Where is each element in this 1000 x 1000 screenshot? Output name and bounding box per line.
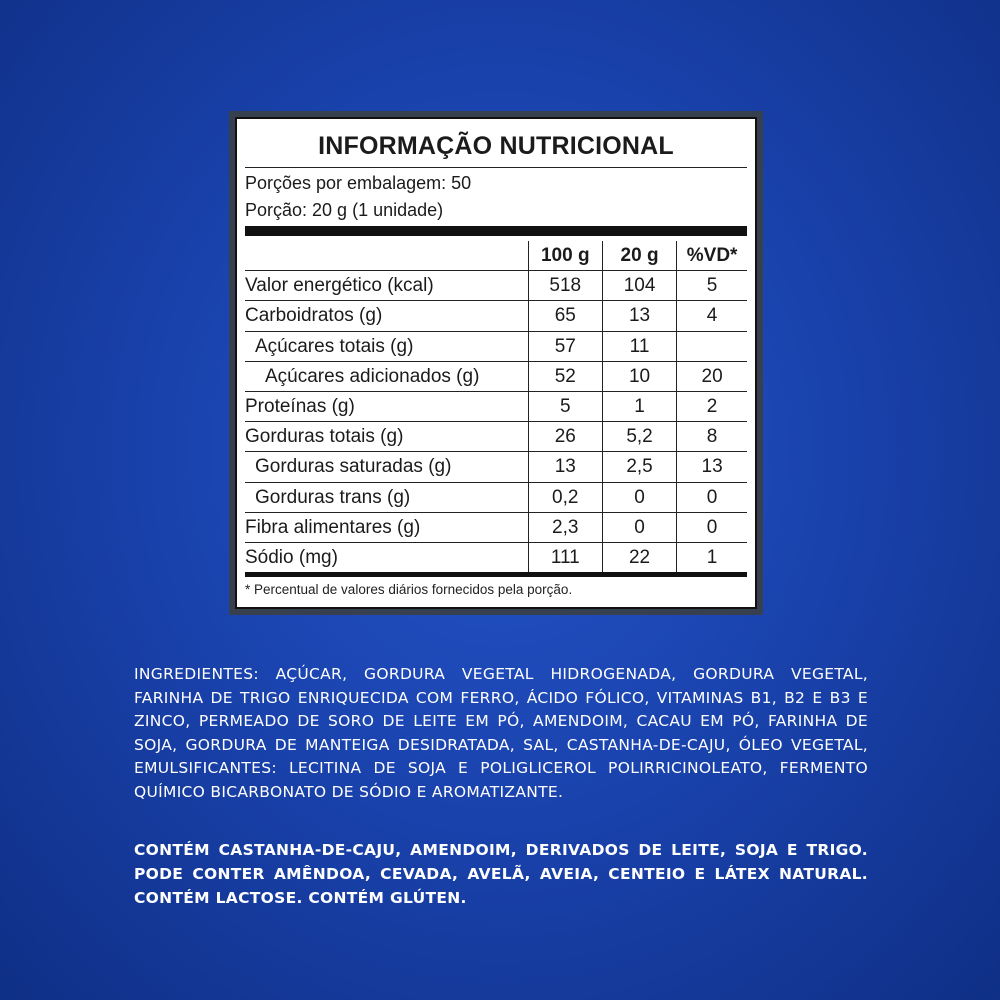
ingredients-text: INGREDIENTES: AÇÚCAR, GORDURA VEGETAL HIDROGENADA, GORDURA VEGETAL, FARINHA DE TRIGO ENRIQUECIDA COM FERRO, ÁCIDO FÓLICO, VITAMINAS B1, B2 E B3 E ZINCO, PERMEADO DE SORO DE LEITE EM PÓ, AMENDOIM, CACAU EM PÓ, FARINHA DE SOJA, GORDURA DE MANTEIGA DESIDRATADA, SAL, CASTANHA-DE-CAJU, ÓLEO VEGETAL, EMULSIFICANTES: LECITINA DE SOJA E POLIGLICEROL POLIRRICINOLEATO, FERMENTO QUÍMICO BICARBONATO DE SÓDIO E AROMATIZANTE. bbox=[134, 665, 868, 801]
value-daily-percent bbox=[677, 331, 747, 361]
nutrient-name: Gorduras trans (g) bbox=[245, 482, 528, 512]
footnote: * Percentual de valores diários fornecidos pela porção. bbox=[245, 582, 573, 598]
value-per-serving: 1 bbox=[602, 391, 676, 421]
value-daily-percent: 1 bbox=[677, 542, 747, 572]
nutrition-title: INFORMAÇÃO NUTRICIONAL bbox=[245, 125, 747, 168]
value-per-100g: 65 bbox=[528, 301, 602, 331]
table-row bbox=[245, 512, 747, 542]
serving-info bbox=[245, 168, 747, 224]
nutrient-name: Sódio (mg) bbox=[245, 546, 338, 568]
table-row bbox=[245, 482, 747, 512]
nutrition-label bbox=[235, 117, 757, 609]
nutrient-name: Açúcares adicionados (g) bbox=[245, 361, 528, 391]
value-per-100g: 2,3 bbox=[528, 512, 602, 542]
value-per-100g: 57 bbox=[528, 331, 602, 361]
nutrition-label-content bbox=[245, 125, 747, 601]
nutrition-table bbox=[245, 241, 747, 572]
servings-per-package: Porções por embalagem: 50 bbox=[245, 173, 472, 193]
value-daily-percent: 8 bbox=[677, 422, 747, 452]
header-daily-value: %VD* bbox=[677, 241, 747, 271]
table-row bbox=[245, 422, 747, 452]
value-per-100g: 26 bbox=[528, 422, 602, 452]
table-row bbox=[245, 391, 747, 421]
value-daily-percent: 0 bbox=[677, 512, 747, 542]
table-header-row bbox=[245, 241, 747, 271]
header-per-serving: 20 g bbox=[602, 241, 676, 271]
serving-size: Porção: 20 g (1 unidade) bbox=[245, 200, 444, 220]
table-row bbox=[245, 542, 747, 572]
header-per-100g: 100 g bbox=[528, 241, 602, 271]
nutrient-name: Gorduras totais (g) bbox=[245, 422, 528, 452]
value-per-serving: 0 bbox=[602, 512, 676, 542]
value-per-100g: 111 bbox=[528, 542, 602, 572]
value-daily-percent: 4 bbox=[677, 301, 747, 331]
nutrient-name: Fibra alimentares (g) bbox=[245, 512, 528, 542]
value-daily-percent: 13 bbox=[677, 452, 747, 482]
nutrient-name: Gorduras saturadas (g) bbox=[245, 452, 528, 482]
nutrient-name: Açúcares totais (g) bbox=[245, 331, 528, 361]
value-daily-percent: 20 bbox=[677, 361, 747, 391]
value-per-100g: 13 bbox=[528, 452, 602, 482]
nutrition-table-body bbox=[245, 271, 747, 572]
value-per-serving: 22 bbox=[602, 542, 676, 572]
value-per-serving: 2,5 bbox=[602, 452, 676, 482]
thick-divider bbox=[245, 226, 747, 236]
header-nutrient bbox=[245, 241, 528, 271]
nutrient-name: Valor energético (kcal) bbox=[245, 271, 528, 301]
value-per-serving: 0 bbox=[602, 482, 676, 512]
table-row bbox=[245, 301, 747, 331]
value-daily-percent: 5 bbox=[677, 271, 747, 301]
table-row bbox=[245, 331, 747, 361]
allergens-text: CONTÉM CASTANHA-DE-CAJU, AMENDOIM, DERIVADOS DE LEITE, SOJA E TRIGO. PODE CONTER AMÊNDOA, CEVADA, AVELÃ, AVEIA, CENTEIO E LÁTEX NATURAL. CONTÉM LACTOSE. CONTÉM GLÚTEN. bbox=[134, 841, 868, 907]
nutrient-name: Carboidratos (g) bbox=[245, 301, 528, 331]
value-per-serving: 11 bbox=[602, 331, 676, 361]
nutrient-name: Proteínas (g) bbox=[245, 391, 528, 421]
nutrition-label-frame bbox=[229, 111, 763, 615]
value-per-100g: 52 bbox=[528, 361, 602, 391]
value-per-100g: 5 bbox=[528, 391, 602, 421]
value-per-100g: 518 bbox=[528, 271, 602, 301]
table-row bbox=[245, 452, 747, 482]
table-row bbox=[245, 361, 747, 391]
value-per-serving: 5,2 bbox=[602, 422, 676, 452]
value-per-100g: 0,2 bbox=[528, 482, 602, 512]
value-daily-percent: 2 bbox=[677, 391, 747, 421]
value-per-serving: 104 bbox=[602, 271, 676, 301]
table-row bbox=[245, 271, 747, 301]
value-daily-percent: 0 bbox=[677, 482, 747, 512]
value-per-serving: 13 bbox=[602, 301, 676, 331]
value-per-serving: 10 bbox=[602, 361, 676, 391]
